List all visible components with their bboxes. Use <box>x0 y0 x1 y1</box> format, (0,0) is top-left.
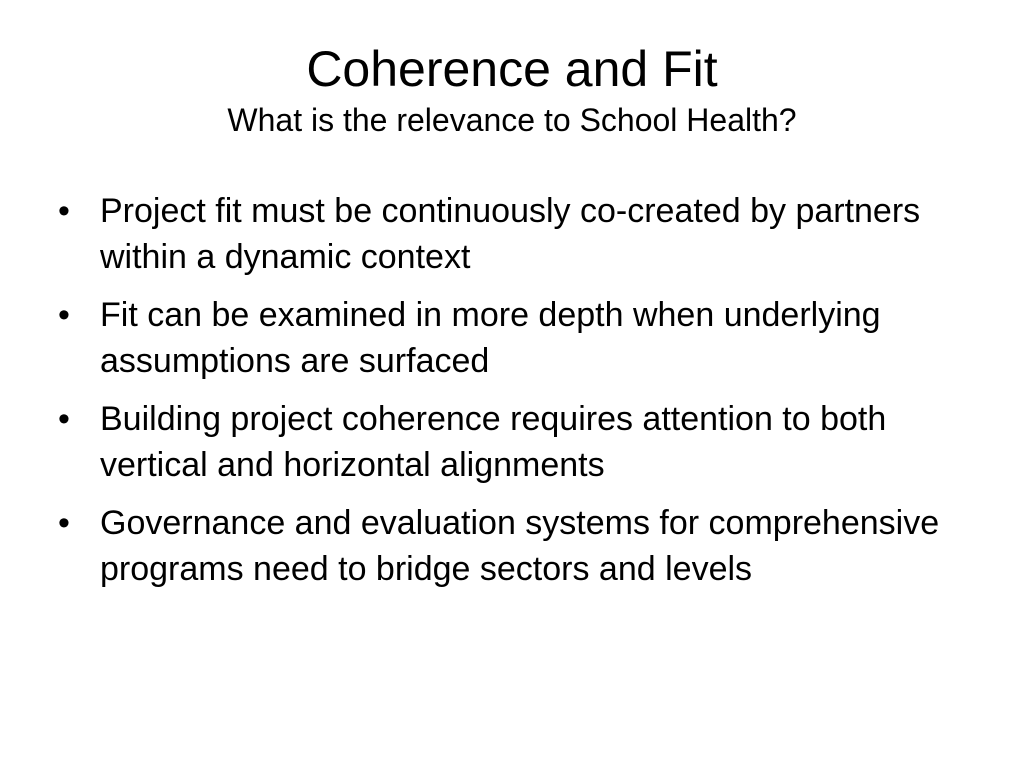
bullet-icon: • <box>58 504 70 542</box>
title-block <box>0 38 1024 140</box>
bullet-list <box>58 188 978 604</box>
bullet-text: Governance and evaluation systems for comprehensive programs need to bridge sectors and levels <box>100 504 940 588</box>
slide-subtitle: What is the relevance to School Health? <box>227 102 797 138</box>
bullet-item <box>58 500 978 592</box>
bullet-item <box>58 188 978 280</box>
bullet-text: Project fit must be continuously co-created by partners within a dynamic context <box>100 192 921 276</box>
bullet-item <box>58 396 978 488</box>
bullet-text: Building project coherence requires attention to both vertical and horizontal alignments <box>100 400 887 484</box>
bullet-icon: • <box>58 192 70 230</box>
bullet-icon: • <box>58 296 70 334</box>
bullet-item <box>58 292 978 384</box>
bullet-text: Fit can be examined in more depth when underlying assumptions are surfaced <box>100 296 881 380</box>
bullet-icon: • <box>58 400 70 438</box>
slide-title: Coherence and Fit <box>306 41 718 97</box>
